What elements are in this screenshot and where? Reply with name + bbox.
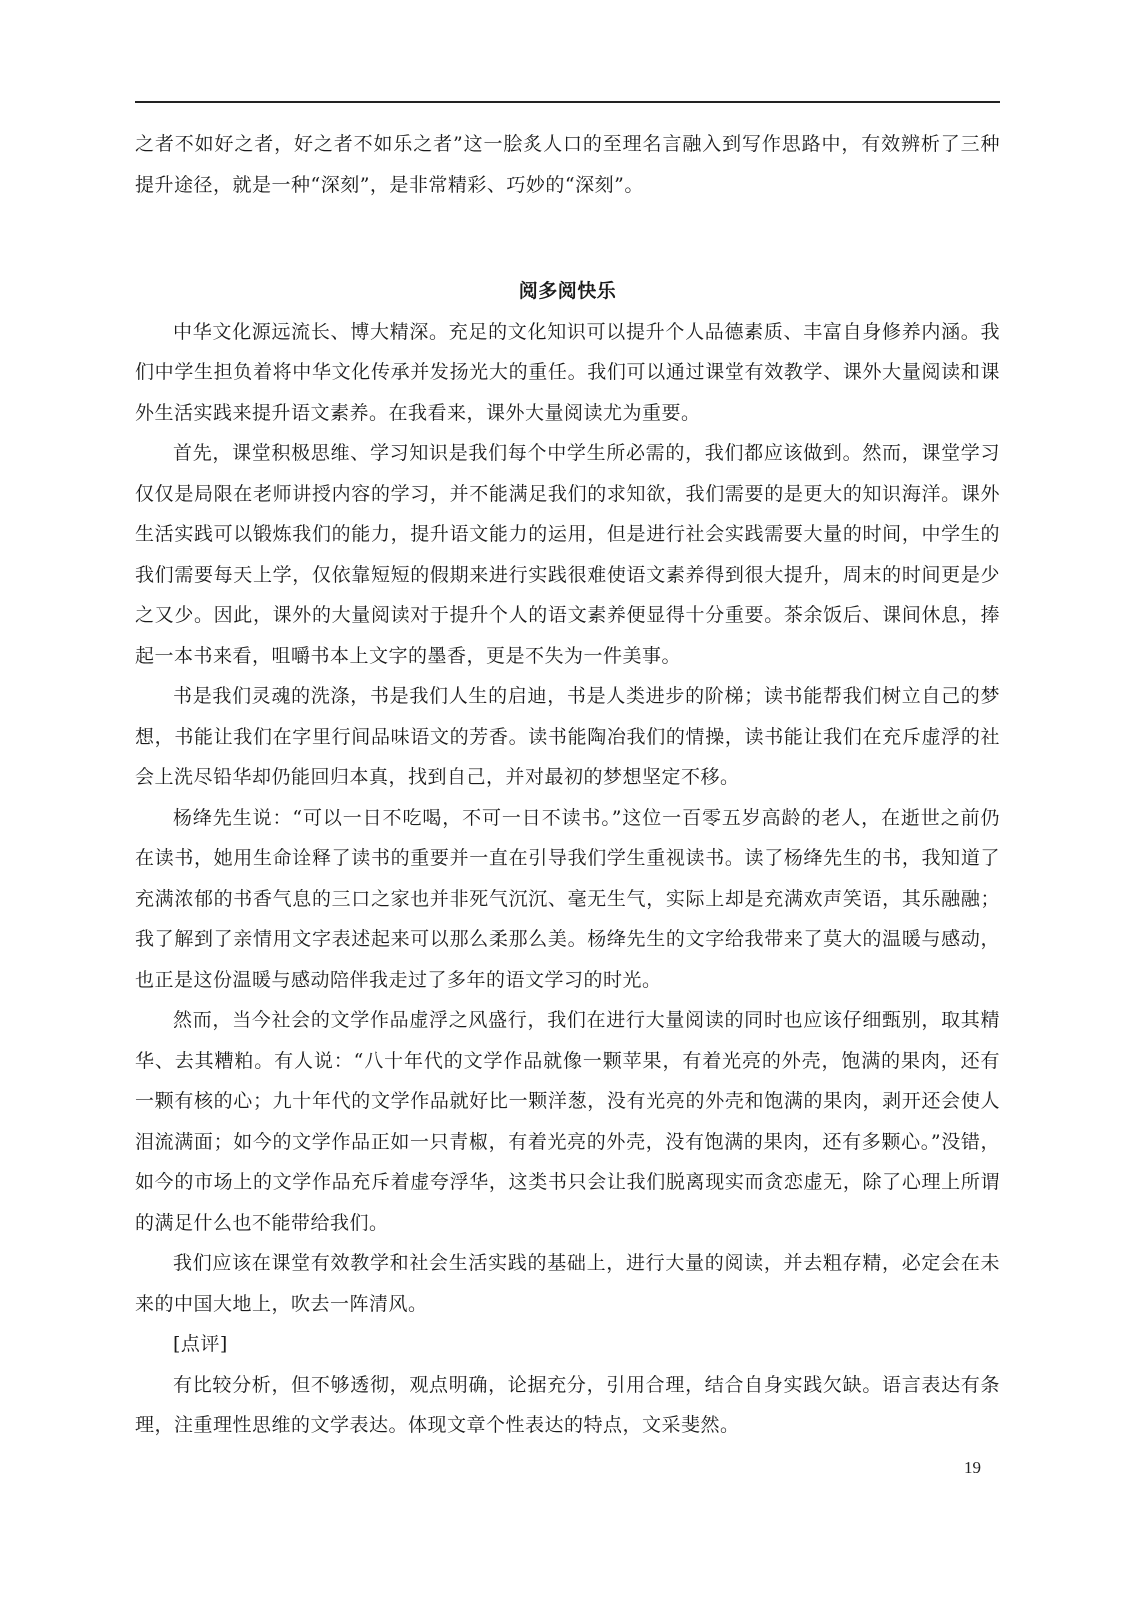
comment-label: [点评] bbox=[173, 1333, 228, 1355]
intro-paragraph: 之者不如好之者，好之者不如乐之者”这一脍炙人口的至理名言融入到写作思路中，有效辨析了三种提升途径，就是一种“深刻”，是非常精彩、巧妙的“深刻”。 bbox=[135, 133, 1000, 196]
comment-text: 有比较分析，但不够透彻，观点明确，论据充分，引用合理，结合自身实践欠缺。语言表达有条理，注重理性思维的文学表达。体现文章个性表达的特点，文采斐然。 bbox=[135, 1373, 1000, 1436]
page-number: 19 bbox=[964, 1458, 981, 1477]
essay-paragraph-6: 我们应该在课堂有效教学和社会生活实践的基础上，进行大量的阅读，并去粗存精，必定会在未来的中国大地上，吹去一阵清风。 bbox=[135, 1252, 1000, 1315]
essay-paragraph-2: 首先，课堂积极思维、学习知识是我们每个中学生所必需的，我们都应该做到。然而，课堂学习仅仅是局限在老师讲授内容的学习，并不能满足我们的求知欲，我们需要的是更大的知识海洋。课外生活实践可以锻炼我们的能力，提升语文能力的运用，但是进行社会实践需要大量的时间，中学生的我们需要每天上学，仅依靠短短的假期来进行实践很难使语文素养得到很大提升，周末的时间更是少之又少。因此，课外的大量阅读对于提升个人的语文素养便显得十分重要。茶余饭后、课间休息，捧起一本书来看，咀嚼书本上文字的墨香，更是不失为一件美事。 bbox=[135, 442, 1000, 667]
essay-title: 阅多阅快乐 bbox=[518, 280, 617, 302]
essay-paragraph-1: 中华文化源远流长、博大精深。充足的文化知识可以提升个人品德素质、丰富自身修养内涵。我们中学生担负着将中华文化传承并发扬光大的重任。我们可以通过课堂有效教学、课外大量阅读和课外生活实践来提升语文素养。在我看来，课外大量阅读尤为重要。 bbox=[135, 320, 1000, 424]
page-content bbox=[135, 124, 1000, 1446]
header-rule bbox=[135, 101, 1000, 103]
essay-paragraph-3: 书是我们灵魂的洗涤，书是我们人生的启迪，书是人类进步的阶梯；读书能帮我们树立自己的梦想，书能让我们在字里行间品味语文的芳香。读书能陶冶我们的情操，读书能让我们在充斥虚浮的社会上洗尽铅华却仍能回归本真，找到自己，并对最初的梦想坚定不移。 bbox=[135, 685, 1000, 788]
essay-paragraph-5: 然而，当今社会的文学作品虚浮之风盛行，我们在进行大量阅读的同时也应该仔细甄别，取其精华、去其糟粕。有人说：“八十年代的文学作品就像一颗苹果，有着光亮的外壳，饱满的果肉，还有一颗有核的心；九十年代的文学作品就好比一颗洋葱，没有光亮的外壳和饱满的果肉，剥开还会使人泪流满面；如今的文学作品正如一只青椒，有着光亮的外壳，没有饱满的果肉，还有多颗心。”没错，如今的市场上的文学作品充斥着虚夸浮华，这类书只会让我们脱离现实而贪恋虚无，除了心理上所谓的满足什么也不能带给我们。 bbox=[135, 1009, 1000, 1234]
essay-paragraph-4: 杨绛先生说：“可以一日不吃喝，不可一日不读书。”这位一百零五岁高龄的老人，在逝世之前仍在读书，她用生命诠释了读书的重要并一直在引导我们学生重视读书。读了杨绛先生的书，我知道了充满浓郁的书香气息的三口之家也并非死气沉沉、毫无生气，实际上却是充满欢声笑语，其乐融融；我了解到了亲情用文字表述起来可以那么柔那么美。杨绛先生的文字给我带来了莫大的温暖与感动，也正是这份温暖与感动陪伴我走过了多年的语文学习的时光。 bbox=[135, 806, 1000, 991]
